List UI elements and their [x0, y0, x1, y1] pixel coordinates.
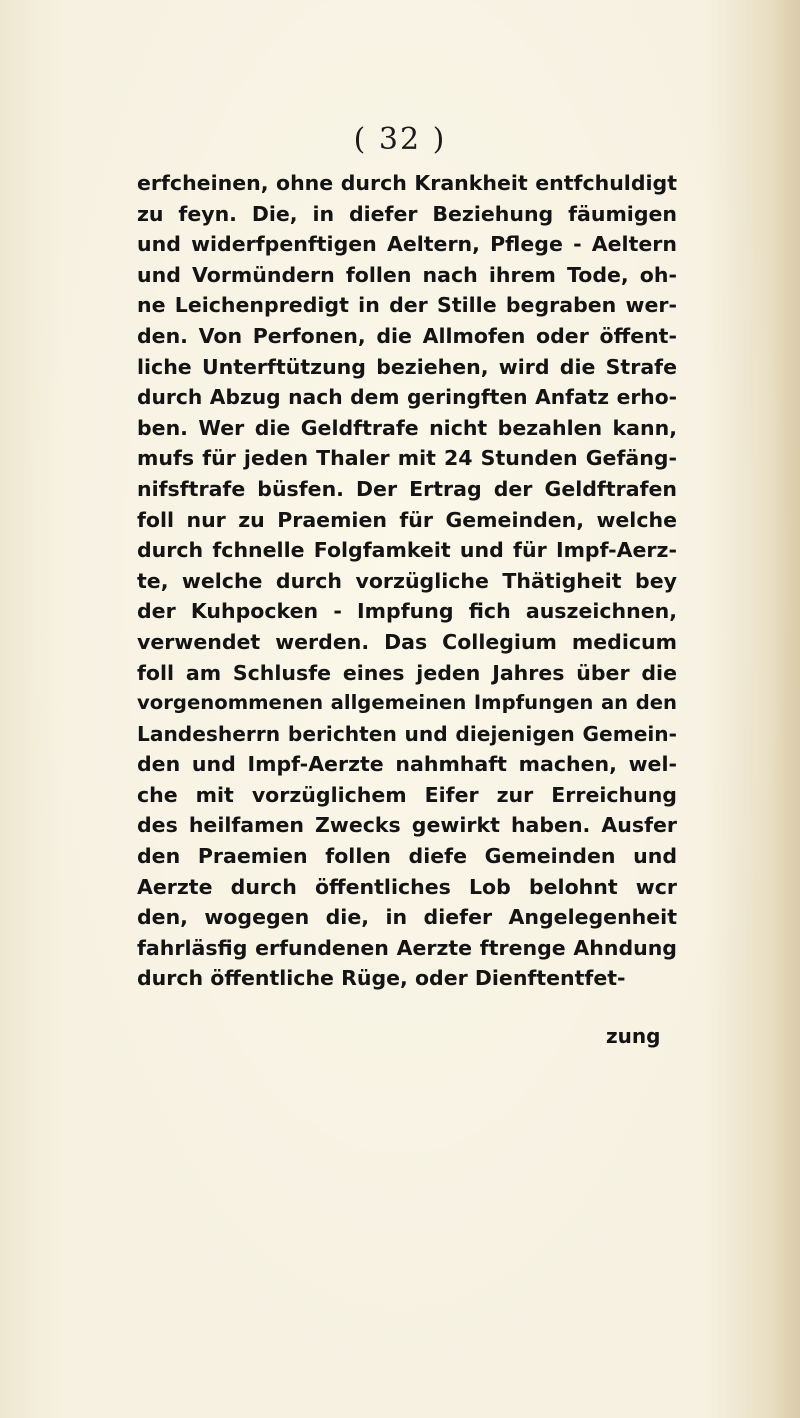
text-line: den, wogegen die, in diefer Angelegenheit [137, 905, 677, 930]
text-line: te, welche durch vorzügliche Thätigheit bey [137, 568, 677, 593]
text-line: erfcheinen, ohne durch Krankheit entfchuldigt [137, 171, 677, 195]
text-line: Landesherrn berichten und diejenigen Gemein- [137, 721, 677, 746]
page-number: ( 32 ) [353, 122, 447, 157]
text-line: den. Von Perfonen, die Allmofen oder öffent- [137, 323, 677, 348]
text-line: foll am Schlusfe eines jeden Jahres über die [137, 660, 677, 685]
text-line: zu feyn. Die, in diefer Beziehung fäumigen [137, 201, 677, 226]
catchword: zung [606, 1024, 661, 1048]
text-line: che mit vorzüglichem Eifer zur Erreichung [137, 782, 677, 807]
text-line: Aerzte durch öffentliches Lob belohnt wcr [137, 874, 677, 899]
text-line: verwendet werden. Das Collegium medicum [137, 629, 677, 654]
text-line: des heilfamen Zwecks gewirkt haben. Ausfer [137, 813, 677, 838]
text-line: vorgenommenen allgemeinen Impfungen an den [137, 691, 677, 715]
text-line: durch Abzug nach dem geringften Anfatz erho- [137, 385, 677, 410]
text-line: den Praemien follen diefe Gemeinden und [137, 844, 677, 869]
text-line: nifsftrafe büsfen. Der Ertrag der Geldftrafen [137, 476, 677, 501]
text-line: liche Unterftützung beziehen, wird die Strafe [137, 354, 677, 379]
text-line: durch fchnelle Folgfamkeit und für Impf-Aerz- [137, 538, 677, 563]
text-line: und widerfpenftigen Aeltern, Pflege - Aeltern [137, 232, 677, 257]
text-line: mufs für jeden Thaler mit 24 Stunden Gefäng- [137, 446, 677, 471]
text-line: den und Impf-Aerzte nahmhaft machen, wel- [137, 752, 677, 777]
text-line: ben. Wer die Geldftrafe nicht bezahlen kann, [137, 415, 677, 440]
text-line: der Kuhpocken - Impfung fich auszeichnen, [137, 599, 677, 624]
text-line: durch öffentliche Rüge, oder Dienftentfet- [137, 966, 626, 991]
text-line: und Vormündern follen nach ihrem Tode, oh- [137, 262, 677, 287]
text-line: ne Leichenpredigt in der Stille begraben wer- [137, 293, 677, 318]
body-text [137, 168, 677, 994]
text-line: fahrläsfig erfundenen Aerzte ftrenge Ahndung [137, 935, 677, 960]
text-line: foll nur zu Praemien für Gemeinden, welche [137, 507, 677, 532]
